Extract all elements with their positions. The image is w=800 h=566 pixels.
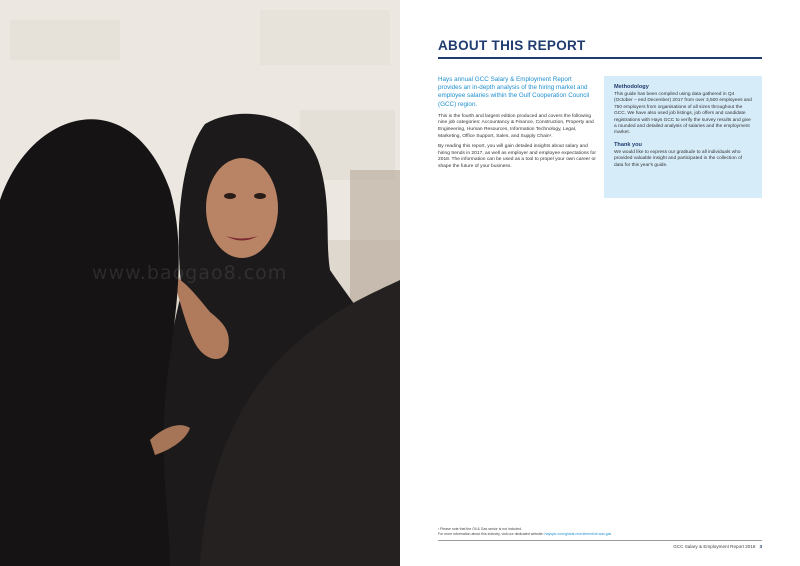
page-number: 3 [759,544,762,549]
methodology-box [604,76,762,198]
oil-gas-link[interactable]: haysplc.com/global-recruitment/oil-and-gas [544,532,612,536]
page-footer [673,544,762,549]
footnotes [438,527,762,537]
footer-divider [438,540,762,541]
methodology-heading: Methodology [614,84,649,90]
footnote-1: ¹ Please note that the Oil & Gas sector is not included. [438,527,523,531]
body-paragraph-1: This is the fourth and largest edition produced and covers the following nine job categories: Accountancy & Finance, Construction, Property and Engineering, Human Resources, Information Technology, Legal, Marketing, Office Support, Sales, and Supply Chain¹. [438,113,594,139]
footnote-2 [438,532,762,537]
foreground-figure-left [0,119,179,566]
body-paragraph-2: By reading this report, you will gain detailed insights about salary and hiring trends in 2017, as well as employer and employee expectations for 2018. The information can be used as a tool to propel your own career or shape the future of your business. [438,144,596,169]
footnote-2-text: For more information about this industry, visit our dedicated website: [438,532,545,536]
methodology-text: This guide has been compiled using data gathered in Q4 (October – end December) 2017 from over 3,500 employees and 750 employers from organisations of all sizes throughout the GCC. We have also used job listings, job offers and candidate registrations with Hays GCC to verify the survey results and give a rounded and detailed analysis of salaries and the employment market. [614,92,752,136]
report-page [400,0,800,566]
main-text-column [438,76,596,175]
thank-you-heading: Thank you [614,141,642,148]
face [206,158,278,258]
intro-paragraph: Hays annual GCC Salary & Employment Report provides an in-depth analysis of the hiring market and employee salaries within the Gulf Cooperation Council (GCC) region. [438,76,590,108]
watermark: www.baogao8.com [92,262,288,284]
page-title: ABOUT THIS REPORT [438,38,586,53]
thank-you-text: We would like to express our gratitude to all individuals who provided valuable insight and participated in the collection of data for this year's guide. [614,149,743,168]
footer-title: GCC Salary & Employment Report 2018 [673,544,756,549]
title-divider [438,57,762,59]
